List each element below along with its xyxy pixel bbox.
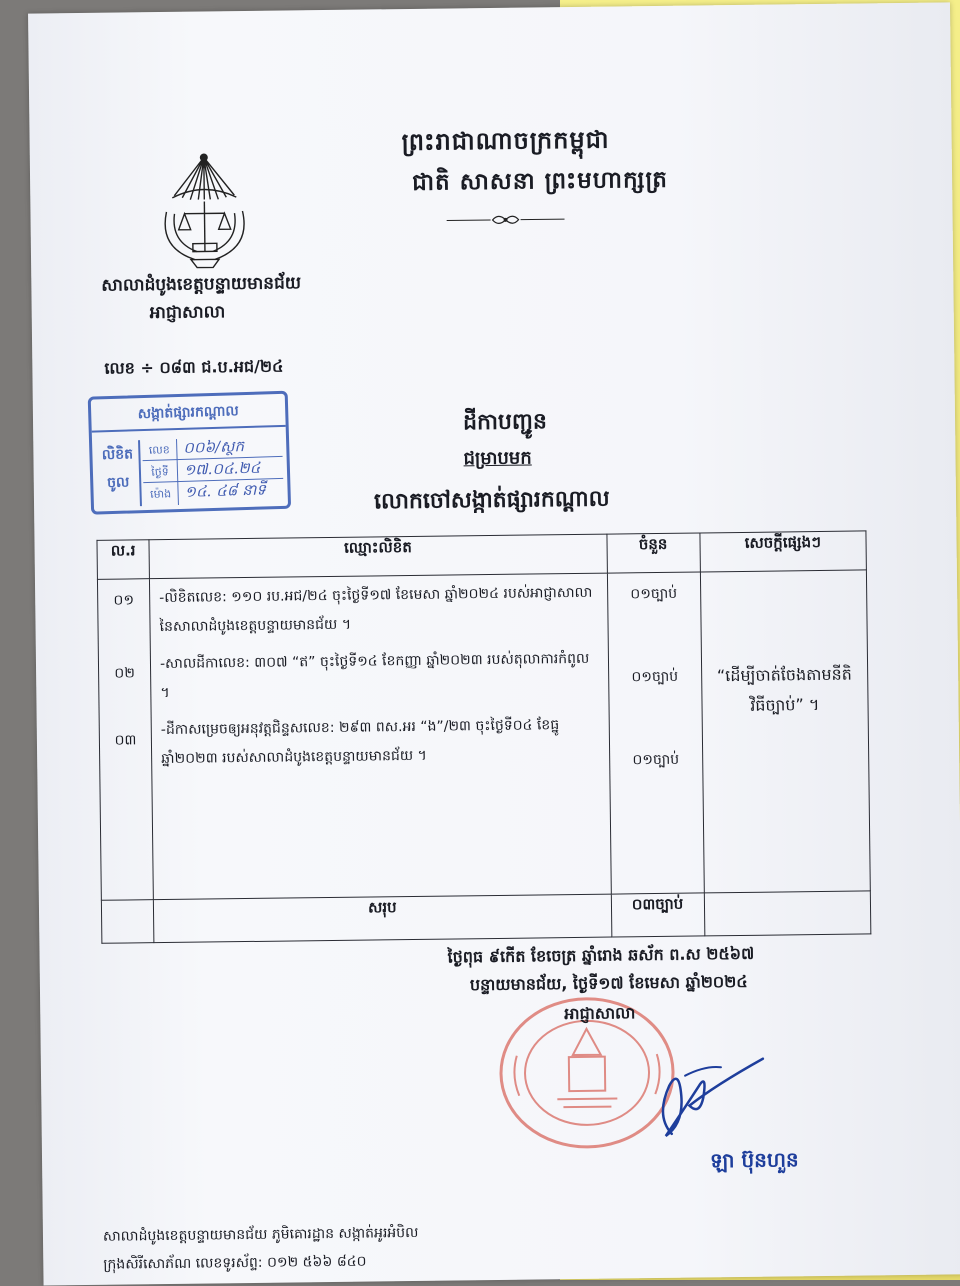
total-qty: ០៣ច្បាប់ xyxy=(611,893,704,937)
total-empty-cell xyxy=(101,900,154,944)
list-item: -សាលដីកាលេខ: ៣០៧ “ឥ” ចុះថ្ងៃទី១៤ ខែកញ្ញា ឆ្នាំ២០២៣ របស់តុលាការកំពូល ។ xyxy=(152,641,607,713)
total-label: សរុប xyxy=(153,894,611,943)
note-column xyxy=(700,570,870,893)
footer-address-line2: ក្រុងសិរីសោភ័ណ លេខទូរស័ព្ទ: ០១២ ៥៦៦ ៨៤០ xyxy=(103,1252,366,1276)
row-qty: ០១ច្បាប់ xyxy=(610,656,701,740)
header-desc: ឈ្មោះលិខិត xyxy=(149,534,607,579)
org-department: អាជ្ញាសាលា xyxy=(150,301,226,327)
court-emblem-icon xyxy=(152,151,257,270)
national-motto-line2: ជាតិ សាសនា ព្រះមហាក្សត្រ xyxy=(412,166,668,202)
stamp-row-value: ០០៦/ស្ថក xyxy=(183,437,244,457)
row-number: ០២ xyxy=(100,645,150,719)
document-salutation: ជម្រាបមក xyxy=(463,446,532,474)
stamp-row-value: ១៤. ៤៨ នាទី xyxy=(184,480,266,500)
stamp-side-label-2: ចូល xyxy=(97,468,140,497)
stamp-row-value: ១៧.០៤.២៤ xyxy=(184,459,261,479)
handwritten-signature-icon xyxy=(635,1045,776,1143)
ornament-divider-icon xyxy=(447,212,565,227)
row-qty: ០១ច្បាប់ xyxy=(611,739,702,823)
stamp-row-time xyxy=(143,478,284,504)
items-table xyxy=(96,530,871,943)
received-stamp xyxy=(88,391,291,515)
stamp-row-label: ថ្ងៃទី xyxy=(143,461,179,484)
letter-page xyxy=(28,2,960,1285)
stamp-side-label-1: លិខិត xyxy=(96,440,139,469)
stamp-row-label: លេខ xyxy=(142,439,178,462)
note-text: “ដើម្បីចាត់ចែងតាមនីតិវិធីច្បាប់” ។ xyxy=(703,659,867,721)
total-note-cell xyxy=(704,891,871,936)
header-note: សេចក្តីផ្សេងៗ xyxy=(699,531,866,572)
row-number: ០១ xyxy=(99,580,149,646)
document-title: ដីកាបញ្ជូន xyxy=(463,407,547,440)
national-motto-line1: ព្រះរាជាណាចក្រកម្ពុជា xyxy=(401,125,609,163)
no-column xyxy=(97,579,153,901)
row-qty: ០១ច្បាប់ xyxy=(609,573,700,657)
header-qty: ចំនួន xyxy=(607,533,700,573)
table-body-row xyxy=(97,570,870,900)
document-recipient: លោកចៅសង្កាត់ផ្សារកណ្តាល xyxy=(374,485,610,520)
table-total-row xyxy=(101,891,870,943)
stamp-side-label xyxy=(96,440,142,507)
date-lunar: ថ្ងៃពុធ ៩កើត ខែចេត្រ ឆ្នាំរោង ឆស័ក ព.ស ២៥៦៧ xyxy=(447,943,754,971)
footer-address-line1: សាលាដំបូងខេត្តបន្ទាយមានជ័យ ភូមិគោរដ្ឋាន សង្កាត់អូរអំបិល xyxy=(103,1223,419,1248)
desc-column xyxy=(150,573,611,900)
row-number: ០៣ xyxy=(101,718,151,786)
stamp-title: សង្កាត់ផ្សារកណ្តាល xyxy=(91,400,286,433)
list-item: -លិខិតលេខ: ១១០ រប.អជ/២៤ ចុះថ្ងៃទី១៧ ខែមេសា ឆ្នាំ២០២៤ របស់អាជ្ញាសាលា នៃសាលាដំបូងខេត្តបន្ទាយមានជ័យ ។ xyxy=(151,575,606,647)
qty-column xyxy=(607,572,704,894)
reference-number: លេខ ÷ ០៨៣ ជ.ប.អជ/២៤ xyxy=(104,356,283,382)
header-no: ល.រ xyxy=(97,540,150,580)
date-gregorian: បន្ទាយមានជ័យ, ថ្ងៃទី១៧ ខែមេសា ឆ្នាំ២០២៤ xyxy=(470,971,748,998)
signatory-title: អាជ្ញាសាលា xyxy=(564,1002,635,1027)
signer-name: ឡា ប៊ុនហួន xyxy=(710,1146,799,1177)
org-name: សាលាដំបូងខេត្តបន្ទាយមានជ័យ xyxy=(101,272,301,299)
list-item: -ដីកាសម្រេចឲ្យអនុវត្តជិន្ទសលេខ: ២៩៣ ពស.អរ “ង”/២៣ ចុះថ្ងៃទី០៤ ខែធ្នូ ឆ្នាំ២០២៣ របស់សាលាដំបូងខេត្តបន្ទាយមានជ័យ ។ xyxy=(153,707,608,779)
stamp-row-label: ម៉ោង xyxy=(143,483,179,506)
